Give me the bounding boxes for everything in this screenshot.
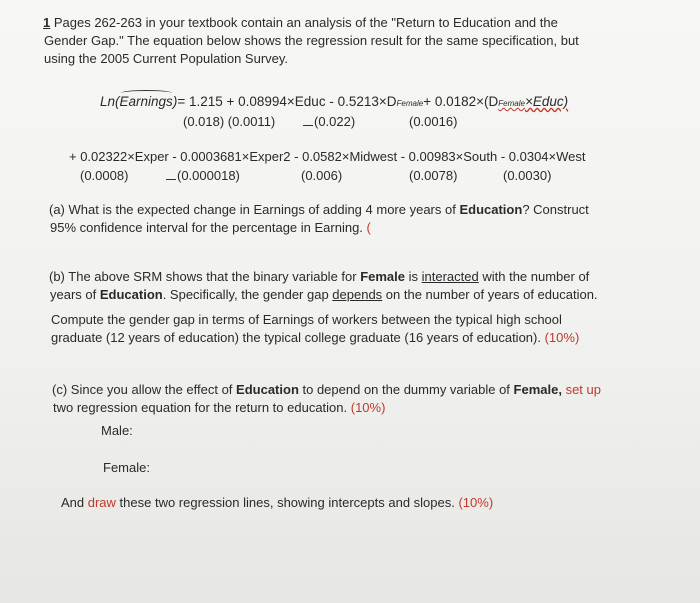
part-a-label: (a): [49, 202, 65, 217]
question-intro-line2: Gender Gap." The equation below shows the regression result for the same specification, but: [44, 33, 579, 48]
part-b-line1: (b) The above SRM shows that the binary variable for Female is interacted with the number of: [49, 269, 590, 284]
part-c-male-label: Male:: [101, 423, 133, 438]
part-a-line1: (a) What is the expected change in Earnings of adding 4 more years of Education? Construct: [49, 202, 589, 217]
se-line2-d: (0.0078): [409, 168, 458, 183]
se-line2-b: (0.000018): [166, 167, 240, 184]
part-c-label: (c): [52, 382, 68, 397]
se-line2-a: (0.0008): [80, 168, 129, 183]
se-line2-e: (0.0030): [503, 168, 552, 183]
part-c-line2: two regression equation for the return to education. (10%): [53, 400, 386, 415]
equation-line2: + 0.02322×Exper - 0.0003681×Exper2 - 0.0582×Midwest - 0.00983×South - 0.0304×West: [69, 149, 586, 164]
part-b-line2: years of Education. Specifically, the gender gap depends on the number of years of education.: [50, 287, 598, 302]
equation-line1: Ln(Earnings)= 1.215 + 0.08994×Educ - 0.5213×DFemale+ 0.0182×(DFemale×Educ): [100, 94, 569, 109]
part-b-label: (b): [49, 269, 65, 284]
question-intro-line3: using the 2005 Current Population Survey.: [44, 51, 289, 66]
part-b-line3: Compute the gender gap in terms of Earnings of workers between the typical high school: [51, 312, 562, 327]
question-number: 1: [43, 15, 51, 30]
part-c-final-line: And draw these two regression lines, showing intercepts and slopes. (10%): [61, 495, 494, 510]
part-a-line2: 95% confidence interval for the percentage in Earning. (: [50, 220, 371, 235]
part-b-line4: graduate (12 years of education) the typical college graduate (16 years of education). (10%): [51, 330, 580, 345]
part-c-line1: (c) Since you allow the effect of Education to depend on the dummy variable of Female, set up: [52, 382, 601, 397]
earnings-hat: Earnings: [119, 94, 173, 109]
se-line1-c: (0.0016): [409, 114, 458, 129]
se-line1-b: (0.022): [303, 113, 355, 130]
se-line1-a: (0.018) (0.0011): [183, 114, 276, 129]
question-intro-line1: 1 Pages 262-263 in your textbook contain an analysis of the "Return to Education and the: [43, 15, 558, 30]
part-c-female-label: Female:: [103, 460, 150, 475]
se-line2-c: (0.006): [301, 168, 343, 183]
